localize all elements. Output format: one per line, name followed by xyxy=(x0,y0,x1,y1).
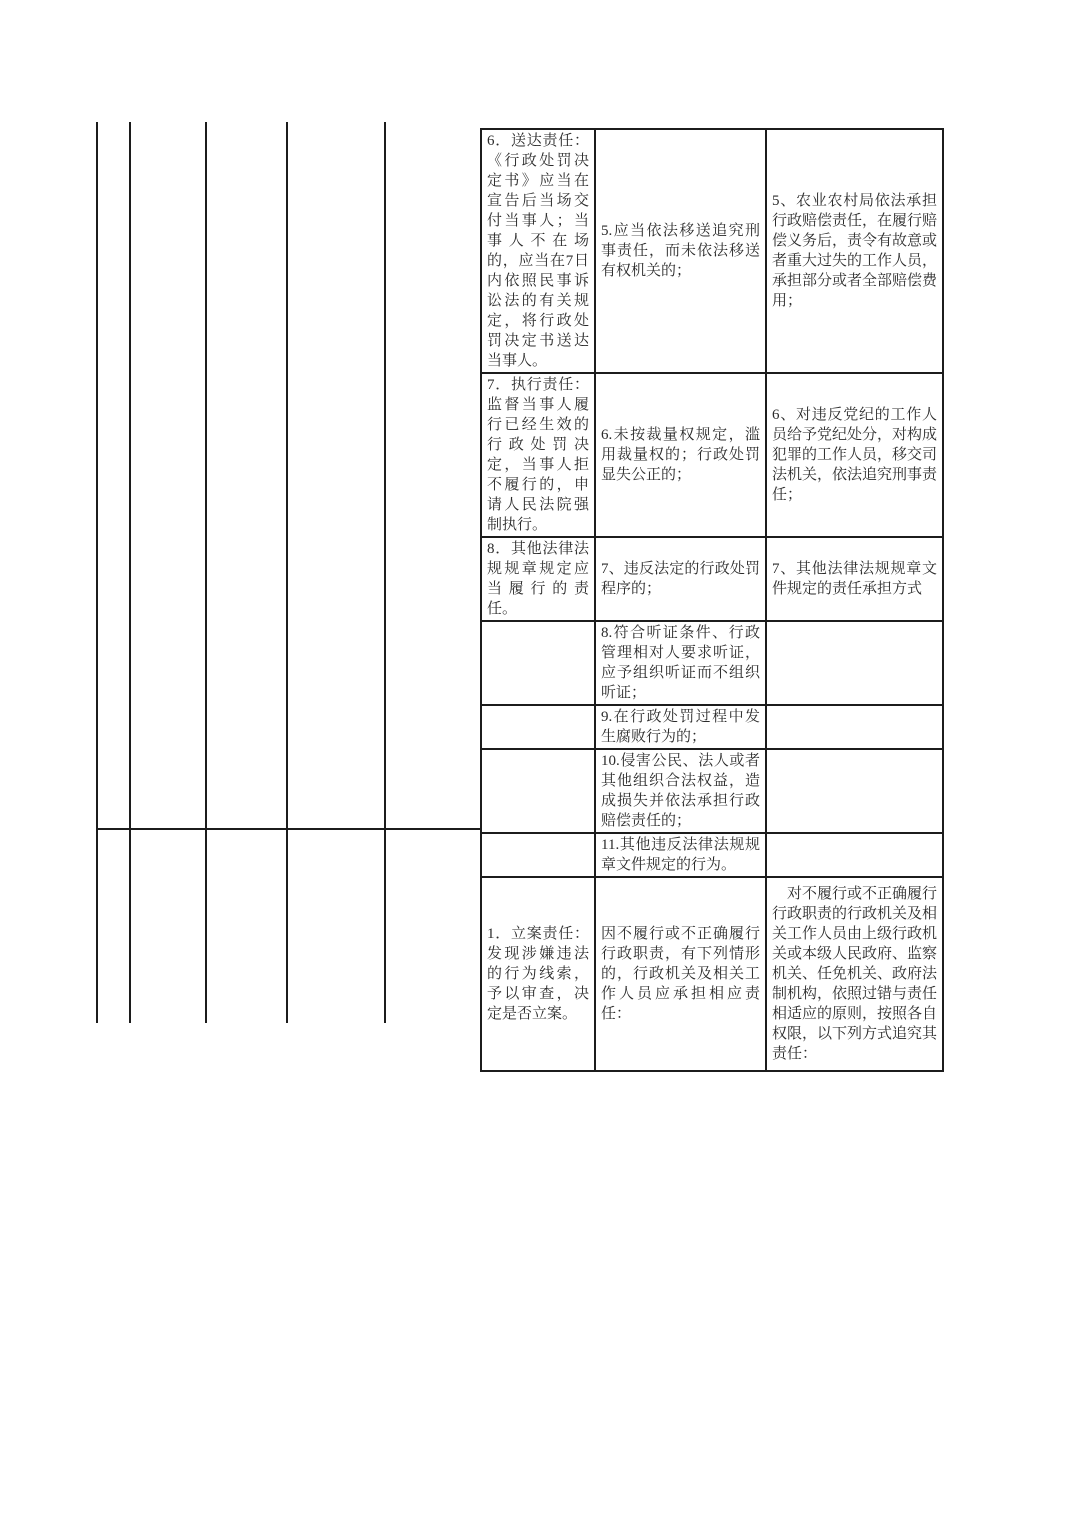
left-continuation-columns xyxy=(96,122,481,1023)
table-row xyxy=(481,833,943,877)
empty-cell-col5-sec1 xyxy=(384,122,481,828)
accountability-cell xyxy=(766,621,943,705)
duty-cell: 8．其他法律法规规章规定应当履行的责任。 xyxy=(481,537,595,621)
circumstance-cell: 10.侵害公民、法人或者其他组织合法权益，造成损失并依法承担行政赔偿责任的； xyxy=(595,749,766,833)
circumstance-cell: 6.未按裁量权规定，滥用裁量权的；行政处罚显失公正的； xyxy=(595,373,766,537)
empty-cell-col4-sec2 xyxy=(286,828,384,1023)
table-row xyxy=(481,537,943,621)
accountability-cell: 5、农业农村局依法承担行政赔偿责任，在履行赔偿义务后，责令有故意或者重大过失的工作人员，承担部分或者全部赔偿费用； xyxy=(766,129,943,373)
empty-cell-col2-sec2 xyxy=(129,828,205,1023)
duty-cell xyxy=(481,749,595,833)
accountability-cell xyxy=(766,833,943,877)
duty-cell: 7．执行责任：监督当事人履行已经生效的行政处罚决定，当事人拒不履行的，申请人民法院强制执行。 xyxy=(481,373,595,537)
circumstance-cell: 11.其他违反法律法规规章文件规定的行为。 xyxy=(595,833,766,877)
circumstance-cell: 9.在行政处罚过程中发生腐败行为的； xyxy=(595,705,766,749)
circumstance-cell: 8.符合听证条件、行政管理相对人要求听证，应予组织听证而不组织听证； xyxy=(595,621,766,705)
accountability-cell: 6、对违反党纪的工作人员给予党纪处分，对构成犯罪的工作人员，移交司法机关，依法追究刑事责任； xyxy=(766,373,943,537)
empty-cell-col3-sec1 xyxy=(205,122,286,828)
duty-cell xyxy=(481,705,595,749)
accountability-cell xyxy=(766,705,943,749)
duty-cell: 6．送达责任：《行政处罚决定书》应当在宣告后当场交付当事人；当事人不在场的，应当在7日内依照民事诉讼法的有关规定，将行政处罚决定书送达当事人。 xyxy=(481,129,595,373)
table-row xyxy=(481,373,943,537)
circumstance-cell: 7、违反法定的行政处罚程序的； xyxy=(595,537,766,621)
accountability-cell xyxy=(766,749,943,833)
table-row xyxy=(481,129,943,373)
table-row xyxy=(481,705,943,749)
accountability-cell: 7、其他法律法规规章文件规定的责任承担方式 xyxy=(766,537,943,621)
empty-cell-col2-sec1 xyxy=(129,122,205,828)
empty-cell-col1-sec2 xyxy=(96,828,129,1023)
table-row xyxy=(481,749,943,833)
circumstance-cell: 5.应当依法移送追究刑事责任，而未依法移送有权机关的； xyxy=(595,129,766,373)
empty-cell-col1-sec1 xyxy=(96,122,129,828)
accountability-cell: 对不履行或不正确履行行政职责的行政机关及相关工作人员由上级行政机关或本级人民政府、监察机关、任免机关、政府法制机构，依照过错与责任相适应的原则，按照各自权限，以下列方式追究其责任： xyxy=(766,877,943,1071)
table-row-section2 xyxy=(481,877,943,1071)
duty-cell xyxy=(481,833,595,877)
circumstance-cell: 因不履行或不正确履行行政职责，有下列情形的，行政机关及相关工作人员应承担相应责任： xyxy=(595,877,766,1071)
empty-cell-col5-sec2 xyxy=(384,828,481,1023)
empty-cell-col4-sec1 xyxy=(286,122,384,828)
table-row xyxy=(481,621,943,705)
duty-cell xyxy=(481,621,595,705)
duty-cell: 1．立案责任：发现涉嫌违法的行为线索，予以审查，决定是否立案。 xyxy=(481,877,595,1071)
empty-cell-col3-sec2 xyxy=(205,828,286,1023)
responsibility-table xyxy=(480,128,944,1072)
